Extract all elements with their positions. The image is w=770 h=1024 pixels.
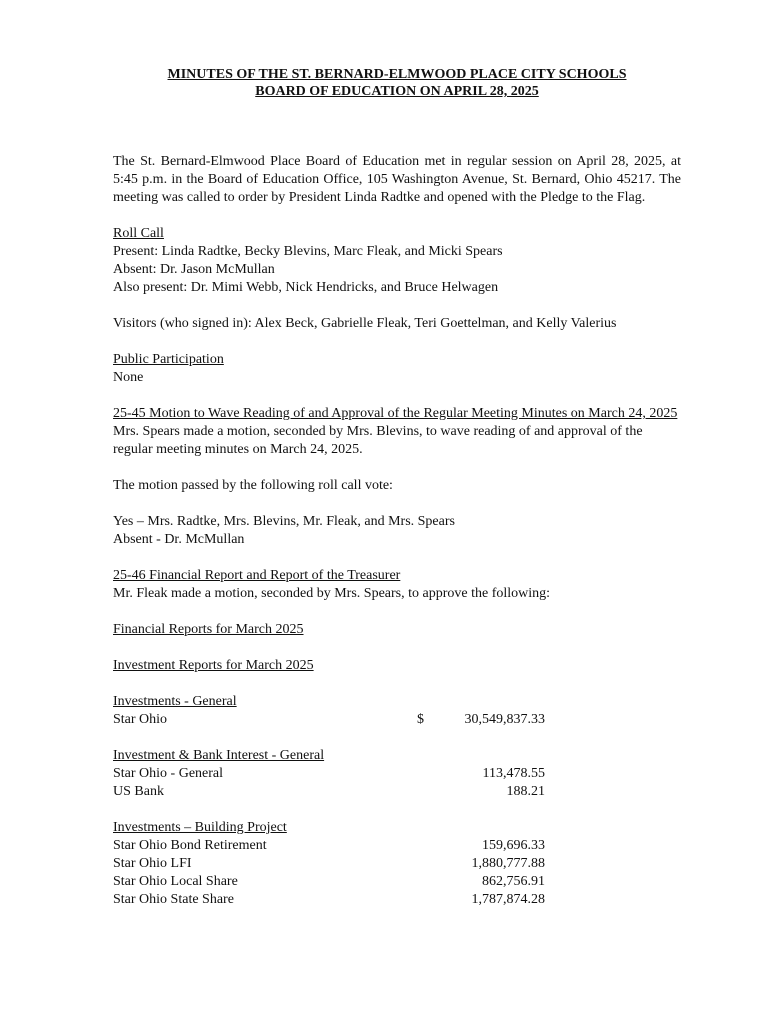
row-label: Star Ohio LFI [113,856,192,871]
public-participation-heading: Public Participation [113,352,224,367]
row-label: Star Ohio [113,712,168,727]
row-label: Star Ohio - General [113,766,224,781]
row-label: Star Ohio Local Share [113,874,238,889]
document-body [113,153,681,909]
title-line-2: BOARD OF EDUCATION ON APRIL 28, 2025 [255,84,539,99]
row-amount: 188.21 [506,784,545,799]
table-row [113,783,545,801]
table-row [113,873,545,891]
table-row [113,891,545,909]
table-row [113,765,545,783]
motion-2545-heading: 25-45 Motion to Wave Reading of and Approval of the Regular Meeting Minutes on March 24, 2025 [113,406,678,421]
roll-call-also-present: Also present: Dr. Mimi Webb, Nick Hendricks, and Bruce Helwagen [113,280,499,295]
motion-2546-text: Mr. Fleak made a motion, seconded by Mrs. Spears, to approve the following: [113,586,551,601]
row-amount: 1,787,874.28 [471,892,545,907]
motion-2545-absent: Absent - Dr. McMullan [113,532,245,547]
currency-symbol: $ [417,712,424,727]
row-amount [417,711,545,729]
row-label: US Bank [113,784,164,799]
title-line-1: MINUTES OF THE ST. BERNARD-ELMWOOD PLACE CITY SCHOOLS [167,67,627,82]
row-amount: 862,756.91 [482,874,545,889]
financial-reports-heading: Financial Reports for March 2025 [113,622,304,637]
motion-2545-yes: Yes – Mrs. Radtke, Mrs. Blevins, Mr. Fleak, and Mrs. Spears [113,514,455,529]
investments-building-heading: Investments – Building Project [113,820,287,835]
table-row [113,837,545,855]
motion-2546-heading: 25-46 Financial Report and Report of the Treasurer [113,568,401,583]
roll-call-present: Present: Linda Radtke, Becky Blevins, Marc Fleak, and Micki Spears [113,244,503,259]
row-amount: 159,696.33 [482,838,545,853]
investments-general-heading: Investments - General [113,694,237,709]
visitors-line: Visitors (who signed in): Alex Beck, Gabrielle Fleak, Teri Goettelman, and Kelly Valerius [113,316,617,331]
public-participation-text: None [113,370,144,385]
row-amount: 113,478.55 [482,766,545,781]
document-title [113,66,681,100]
motion-2545-vote-intro: The motion passed by the following roll call vote: [113,478,393,493]
table-row [113,855,545,873]
roll-call-heading: Roll Call [113,226,164,241]
investment-reports-heading: Investment Reports for March 2025 [113,658,314,673]
table-row [113,711,545,729]
interest-general-heading: Investment & Bank Interest - General [113,748,325,763]
amount-value: 30,549,837.33 [464,712,545,727]
row-label: Star Ohio State Share [113,892,234,907]
motion-2545-text: Mrs. Spears made a motion, seconded by Mrs. Blevins, to wave reading of and approval of the regular meeting minutes on March 24, 2025. [113,424,643,457]
row-label: Star Ohio Bond Retirement [113,838,267,853]
row-amount: 1,880,777.88 [471,856,545,871]
intro-paragraph: The St. Bernard-Elmwood Place Board of Education met in regular session on April 28, 2025, at 5:45 p.m. in the Board of Education Office, 105 Washington Avenue, St. Bernard, Ohio 45217. The meeting was called to order by President Linda Radtke and opened with the Pledge to the Flag. [113,154,681,205]
roll-call-absent: Absent: Dr. Jason McMullan [113,262,275,277]
